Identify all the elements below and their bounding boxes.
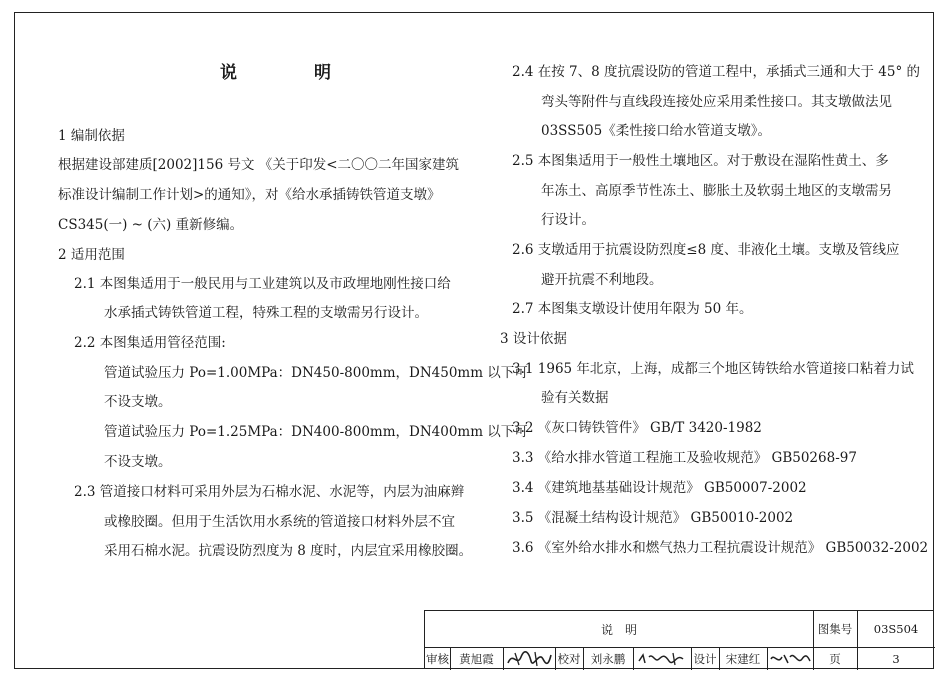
page-number: 3 bbox=[892, 651, 900, 666]
left-line: CS345(一) ~ (六) 重新修编。 bbox=[58, 217, 244, 233]
check-label: 校对 bbox=[557, 651, 581, 666]
right-line: 行设计。 bbox=[541, 212, 595, 228]
left-line: 水承插式铸铁管道工程，特殊工程的支墩需另行设计。 bbox=[104, 305, 428, 321]
left-line: 1 编制依据 bbox=[58, 128, 125, 144]
right-line: 3.2 《灰口铸铁管件》 GB/T 3420-1982 bbox=[512, 420, 762, 436]
left-line: 管道试验压力 Po=1.25MPa：DN400-800mm，DN400mm 以下可 bbox=[104, 424, 528, 440]
left-line: 2.1 本图集适用于一般民用与工业建筑以及市政埋地刚性接口给 bbox=[74, 276, 451, 292]
right-line: 2.6 支墩适用于抗震设防烈度≤8 度、非液化土壤。支墩及管线应 bbox=[512, 242, 900, 258]
designer-signature bbox=[767, 647, 813, 670]
signature-mark bbox=[635, 649, 689, 669]
right-line: 年冻土、高原季节性冻土、膨胀土及软弱土地区的支墩需另 bbox=[541, 183, 892, 199]
left-line: 根据建设部建质[2002]156 号文 《关于印发<二〇〇二年国家建筑 bbox=[58, 157, 460, 173]
right-line: 3.6 《室外给水排水和燃气热力工程抗震设计规范》 GB50032-2002 bbox=[512, 540, 929, 556]
reviewer-name: 黄旭霞 bbox=[459, 651, 494, 666]
left-line: 2 适用范围 bbox=[58, 247, 125, 263]
right-line: 避开抗震不利地段。 bbox=[541, 272, 663, 288]
right-line: 3.3 《给水排水管道工程施工及验收规范》 GB50268-97 bbox=[512, 450, 857, 466]
left-line: 或橡胶圈。但用于生活饮用水系统的管道接口材料外层不宜 bbox=[104, 514, 455, 530]
right-line: 3.1 1965 年北京，上海，成都三个地区铸铁给水管道接口粘着力试 bbox=[512, 361, 914, 377]
right-line: 3 设计依据 bbox=[500, 331, 567, 347]
drawing-name: 说 明 bbox=[600, 622, 637, 637]
checker-signature bbox=[633, 647, 691, 670]
page-title: 说 明 bbox=[220, 63, 361, 83]
left-line: 采用石棉水泥。抗震设防烈度为 8 度时，内层宜采用橡胶圈。 bbox=[104, 543, 473, 559]
right-line: 2.4 在按 7、8 度抗震设防的管道工程中，承插式三通和大于 45° 的 bbox=[512, 64, 921, 80]
signature-mark bbox=[768, 649, 812, 669]
design-label: 设计 bbox=[693, 651, 717, 666]
page-label: 页 bbox=[829, 651, 841, 666]
checker-name: 刘永鹏 bbox=[590, 651, 626, 666]
left-line: 管道试验压力 Po=1.00MPa：DN450-800mm，DN450mm 以下可 bbox=[104, 365, 528, 381]
signature-mark bbox=[505, 649, 553, 669]
right-line: 2.5 本图集适用于一般性土壤地区。对于敷设在湿陷性黄土、多 bbox=[512, 153, 889, 169]
atlas-no: 03S504 bbox=[873, 622, 919, 636]
right-line: 验有关数据 bbox=[541, 390, 609, 406]
title-block bbox=[424, 610, 934, 669]
right-line: 03SS505《柔性接口给水管道支墩》。 bbox=[541, 123, 771, 139]
left-line: 2.2 本图集适用管径范围: bbox=[74, 335, 226, 351]
reviewer-signature bbox=[503, 647, 555, 670]
right-line: 3.5 《混凝土结构设计规范》 GB50010-2002 bbox=[512, 510, 794, 526]
right-line: 2.7 本图集支墩设计使用年限为 50 年。 bbox=[512, 301, 753, 317]
right-line: 3.4 《建筑地基基础设计规范》 GB50007-2002 bbox=[512, 480, 807, 496]
right-line: 弯头等附件与直线段连接处应采用柔性接口。其支墩做法见 bbox=[541, 94, 892, 110]
review-label: 审核 bbox=[426, 651, 449, 666]
left-line: 2.3 管道接口材料可采用外层为石棉水泥、水泥等，内层为油麻辫 bbox=[74, 484, 465, 500]
designer-name: 宋建红 bbox=[725, 651, 761, 666]
left-line: 不设支墩。 bbox=[104, 394, 172, 410]
left-line: 标准设计编制工作计划>的通知》，对《给水承插铸铁管道支墩》 bbox=[58, 187, 441, 203]
atlas-no-label: 图集号 bbox=[817, 622, 853, 636]
left-line: 不设支墩。 bbox=[104, 454, 172, 470]
